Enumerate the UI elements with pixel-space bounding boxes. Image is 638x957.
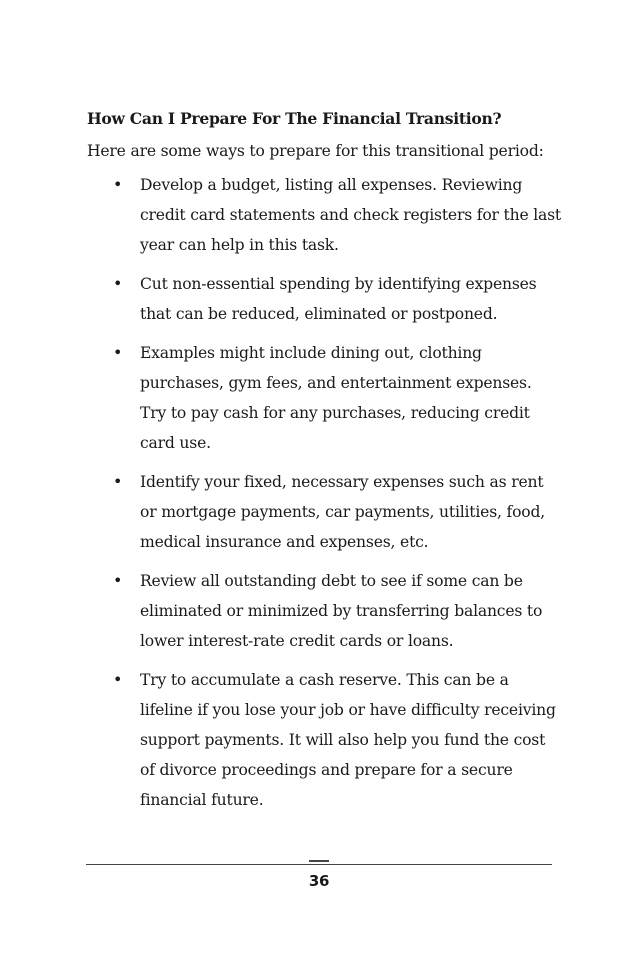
- footer-divider: [86, 864, 552, 865]
- bullet-text-line: Develop a budget, listing all expenses. Reviewing: [140, 176, 523, 194]
- bullet-text-line: Try to accumulate a cash reserve. This can be a: [140, 671, 509, 689]
- bullet-marker-icon: •: [113, 472, 123, 491]
- bullet-item: [0, 566, 638, 656]
- page-number: 36: [308, 872, 330, 890]
- bullet-marker-icon: •: [113, 670, 123, 689]
- bullet-text-line: purchases, gym fees, and entertainment expenses.: [140, 374, 532, 392]
- bullet-list: [0, 170, 638, 824]
- bullet-item: [0, 338, 638, 458]
- bullet-text: [140, 665, 580, 815]
- intro-paragraph: Here are some ways to prepare for this transitional period:: [87, 142, 544, 160]
- bullet-text-line: or mortgage payments, car payments, utilities, food,: [140, 503, 545, 521]
- bullet-text-line: lifeline if you lose your job or have difficulty receiving: [140, 701, 556, 719]
- bullet-text-line: support payments. It will also help you fund the cost: [140, 731, 546, 749]
- bullet-text-line: of divorce proceedings and prepare for a secure: [140, 761, 513, 779]
- footer-divider-accent: [309, 860, 329, 862]
- bullet-text: [140, 269, 580, 329]
- bullet-text: [140, 566, 580, 656]
- bullet-text: [140, 467, 580, 557]
- bullet-text-line: Identify your fixed, necessary expenses such as rent: [140, 473, 544, 491]
- bullet-text-line: Cut non-essential spending by identifying expenses: [140, 275, 537, 293]
- bullet-marker-icon: •: [113, 571, 123, 590]
- bullet-marker-icon: •: [113, 175, 123, 194]
- bullet-text: [140, 170, 580, 260]
- bullet-text: [140, 338, 580, 458]
- bullet-item: [0, 665, 638, 815]
- bullet-item: [0, 467, 638, 557]
- bullet-text-line: Try to pay cash for any purchases, reducing credit: [140, 404, 530, 422]
- bullet-text-line: lower interest-rate credit cards or loans.: [140, 632, 454, 650]
- bullet-item: [0, 170, 638, 260]
- bullet-text-line: Review all outstanding debt to see if some can be: [140, 572, 523, 590]
- bullet-text-line: that can be reduced, eliminated or postponed.: [140, 305, 498, 323]
- bullet-text-line: financial future.: [140, 791, 264, 809]
- bullet-text-line: card use.: [140, 434, 211, 452]
- bullet-text-line: eliminated or minimized by transferring balances to: [140, 602, 543, 620]
- bullet-text-line: Examples might include dining out, clothing: [140, 344, 482, 362]
- bullet-item: [0, 269, 638, 329]
- bullet-marker-icon: •: [113, 343, 123, 362]
- bullet-text-line: medical insurance and expenses, etc.: [140, 533, 429, 551]
- bullet-text-line: credit card statements and check registers for the last: [140, 206, 561, 224]
- section-heading: How Can I Prepare For The Financial Transition?: [87, 109, 502, 128]
- bullet-marker-icon: •: [113, 274, 123, 293]
- bullet-text-line: year can help in this task.: [140, 236, 339, 254]
